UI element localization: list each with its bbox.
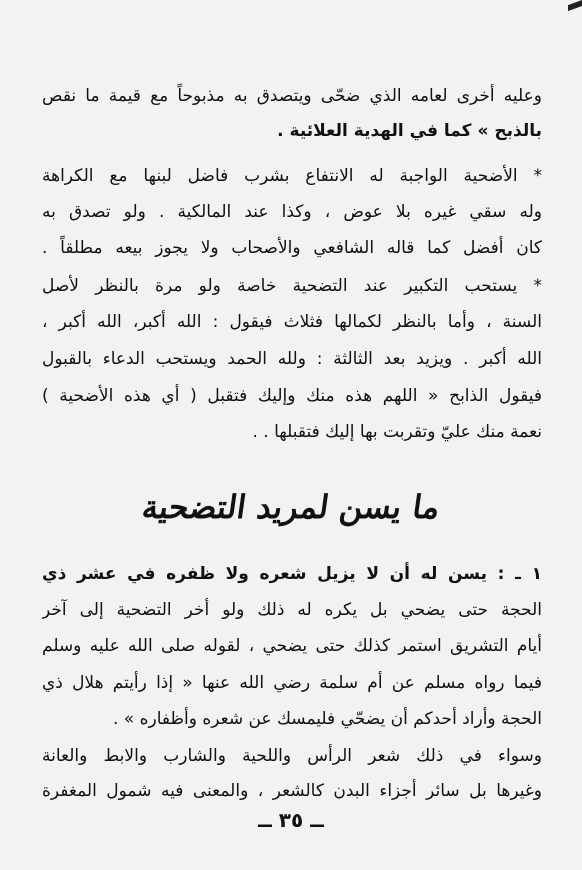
section-heading: ما يسن لمريد التضحية: [139, 488, 443, 526]
text-line-10: نعمة منك عليّ وتقربت بها إليك فتقبلها . .: [252, 422, 542, 442]
text-line-16: وسواء في ذلك شعر الرأس واللحية والشارب والابط والعانة: [42, 746, 542, 766]
text-line-9: فيقول الذابح « اللهم هذه منك وإليك فتقبل ( أي هذه الأضحية ): [42, 386, 542, 406]
text-line-4: وله سقي غيره بلا عوض ، وكذا عند المالكية . ولو تصدق به: [42, 202, 542, 222]
text-line-8: الله أكبر . ويزيد بعد الثالثة : ولله الحمد ويستحب الدعاء بالقبول: [42, 349, 542, 369]
page-number: ــ ٣٥ ــ: [258, 808, 324, 832]
text-line-5: كان أفضل كما قاله الشافعي والأصحاب ولا يجوز بيعه مطلقاً .: [42, 238, 542, 258]
text-line-14: فيما رواه مسلم عن أم سلمة رضي الله عنها « إذا رأيتم هلال ذي: [42, 673, 542, 693]
text-line-6: * يستحب التكبير عند التضحية خاصة ولو مرة بالنظر لأصل: [42, 276, 542, 296]
text-line-15: الحجة وأراد أحدكم أن يضحّي فليمسك عن شعره وأظفاره » .: [112, 709, 542, 729]
text-line-3: * الأضحية الواجبة له الانتفاع بشرب فاضل لبنها مع الكراهة: [42, 166, 542, 186]
text-line-12: الحجة حتى يضحي بل يكره له ذلك ولو أخر التضحية إلى آخر: [42, 600, 542, 620]
scan-corner-mark: [568, 0, 582, 11]
text-line-7: السنة ، وأما بالنظر لكمالها فثلاث فيقول : الله أكبر، الله أكبر ،: [42, 312, 542, 332]
text-line-13: أيام التشريق استمر كذلك حتى يضحي ، لقوله صلى الله عليه وسلم: [42, 636, 542, 656]
text-line-11: ١ ـ : يسن له أن لا يزيل شعره ولا ظفره في عشر ذي: [42, 564, 542, 584]
text-line-1: وعليه أخرى لعامه الذي ضحّى ويتصدق به مذبوحاً مع قيمة ما نقص: [42, 86, 542, 106]
text-line-17: وغيرها بل سائر أجزاء البدن كالشعر ، والمعنى فيه شمول المغفرة: [42, 781, 542, 801]
text-line-2: بالذبح » كما في الهدية العلائية .: [277, 121, 542, 141]
